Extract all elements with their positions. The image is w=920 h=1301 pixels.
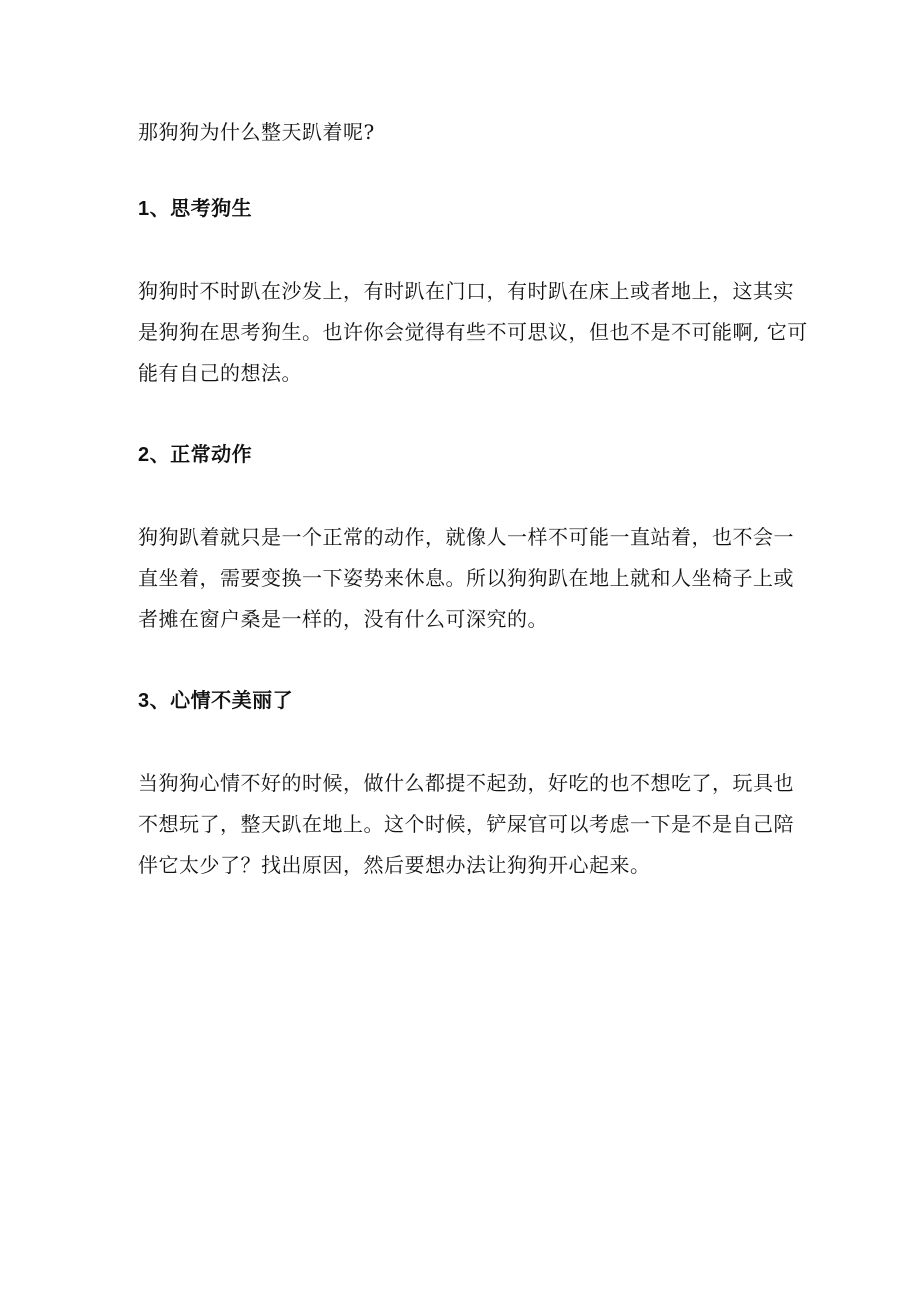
paragraph-line: 不想玩了，整天趴在地上。这个时候，铲屎官可以考虑一下是不是自己陪 xyxy=(138,812,794,836)
section-separator: 、 xyxy=(149,196,171,220)
section-paragraph-3 xyxy=(138,763,794,886)
paragraph-line: 狗狗趴着就只是一个正常的动作，就像人一样不可能一直站着，也不会一 xyxy=(138,525,794,549)
section-paragraph-2 xyxy=(138,517,794,640)
paragraph-line: 伴它太少了？找出原因，然后要想办法让狗狗开心起来。 xyxy=(138,853,651,877)
section-title-text: 正常动作 xyxy=(170,442,253,466)
section-heading-1 xyxy=(138,194,788,223)
section-heading-3 xyxy=(138,686,788,715)
section-number: 2 xyxy=(138,444,150,466)
section-title-text: 思考狗生 xyxy=(170,196,253,220)
section-heading-2 xyxy=(138,440,788,469)
section-separator: 、 xyxy=(149,688,171,712)
paragraph-line: 是狗狗在思考狗生。也许你会觉得有些不可思议，但也不是不可能啊, 它可 xyxy=(138,320,808,344)
document-content xyxy=(138,118,808,932)
paragraph-line: 直坐着，需要变换一下姿势来休息。所以狗狗趴在地上就和人坐椅子上或 xyxy=(138,566,794,590)
section-number: 3 xyxy=(138,690,150,712)
section-number: 1 xyxy=(138,198,150,220)
intro-question: 那狗狗为什么整天趴着呢? xyxy=(138,120,375,144)
section-title-text: 心情不美丽了 xyxy=(170,688,294,712)
paragraph-line: 者摊在窗户桑是一样的，没有什么可深究的。 xyxy=(138,607,548,631)
section-paragraph-1 xyxy=(138,271,808,394)
paragraph-line: 当狗狗心情不好的时候，做什么都提不起劲，好吃的也不想吃了，玩具也 xyxy=(138,771,794,795)
paragraph-line: 狗狗时不时趴在沙发上，有时趴在门口，有时趴在床上或者地上，这其实 xyxy=(138,279,794,303)
section-separator: 、 xyxy=(149,442,171,466)
paragraph-line: 能有自己的想法。 xyxy=(138,361,302,385)
